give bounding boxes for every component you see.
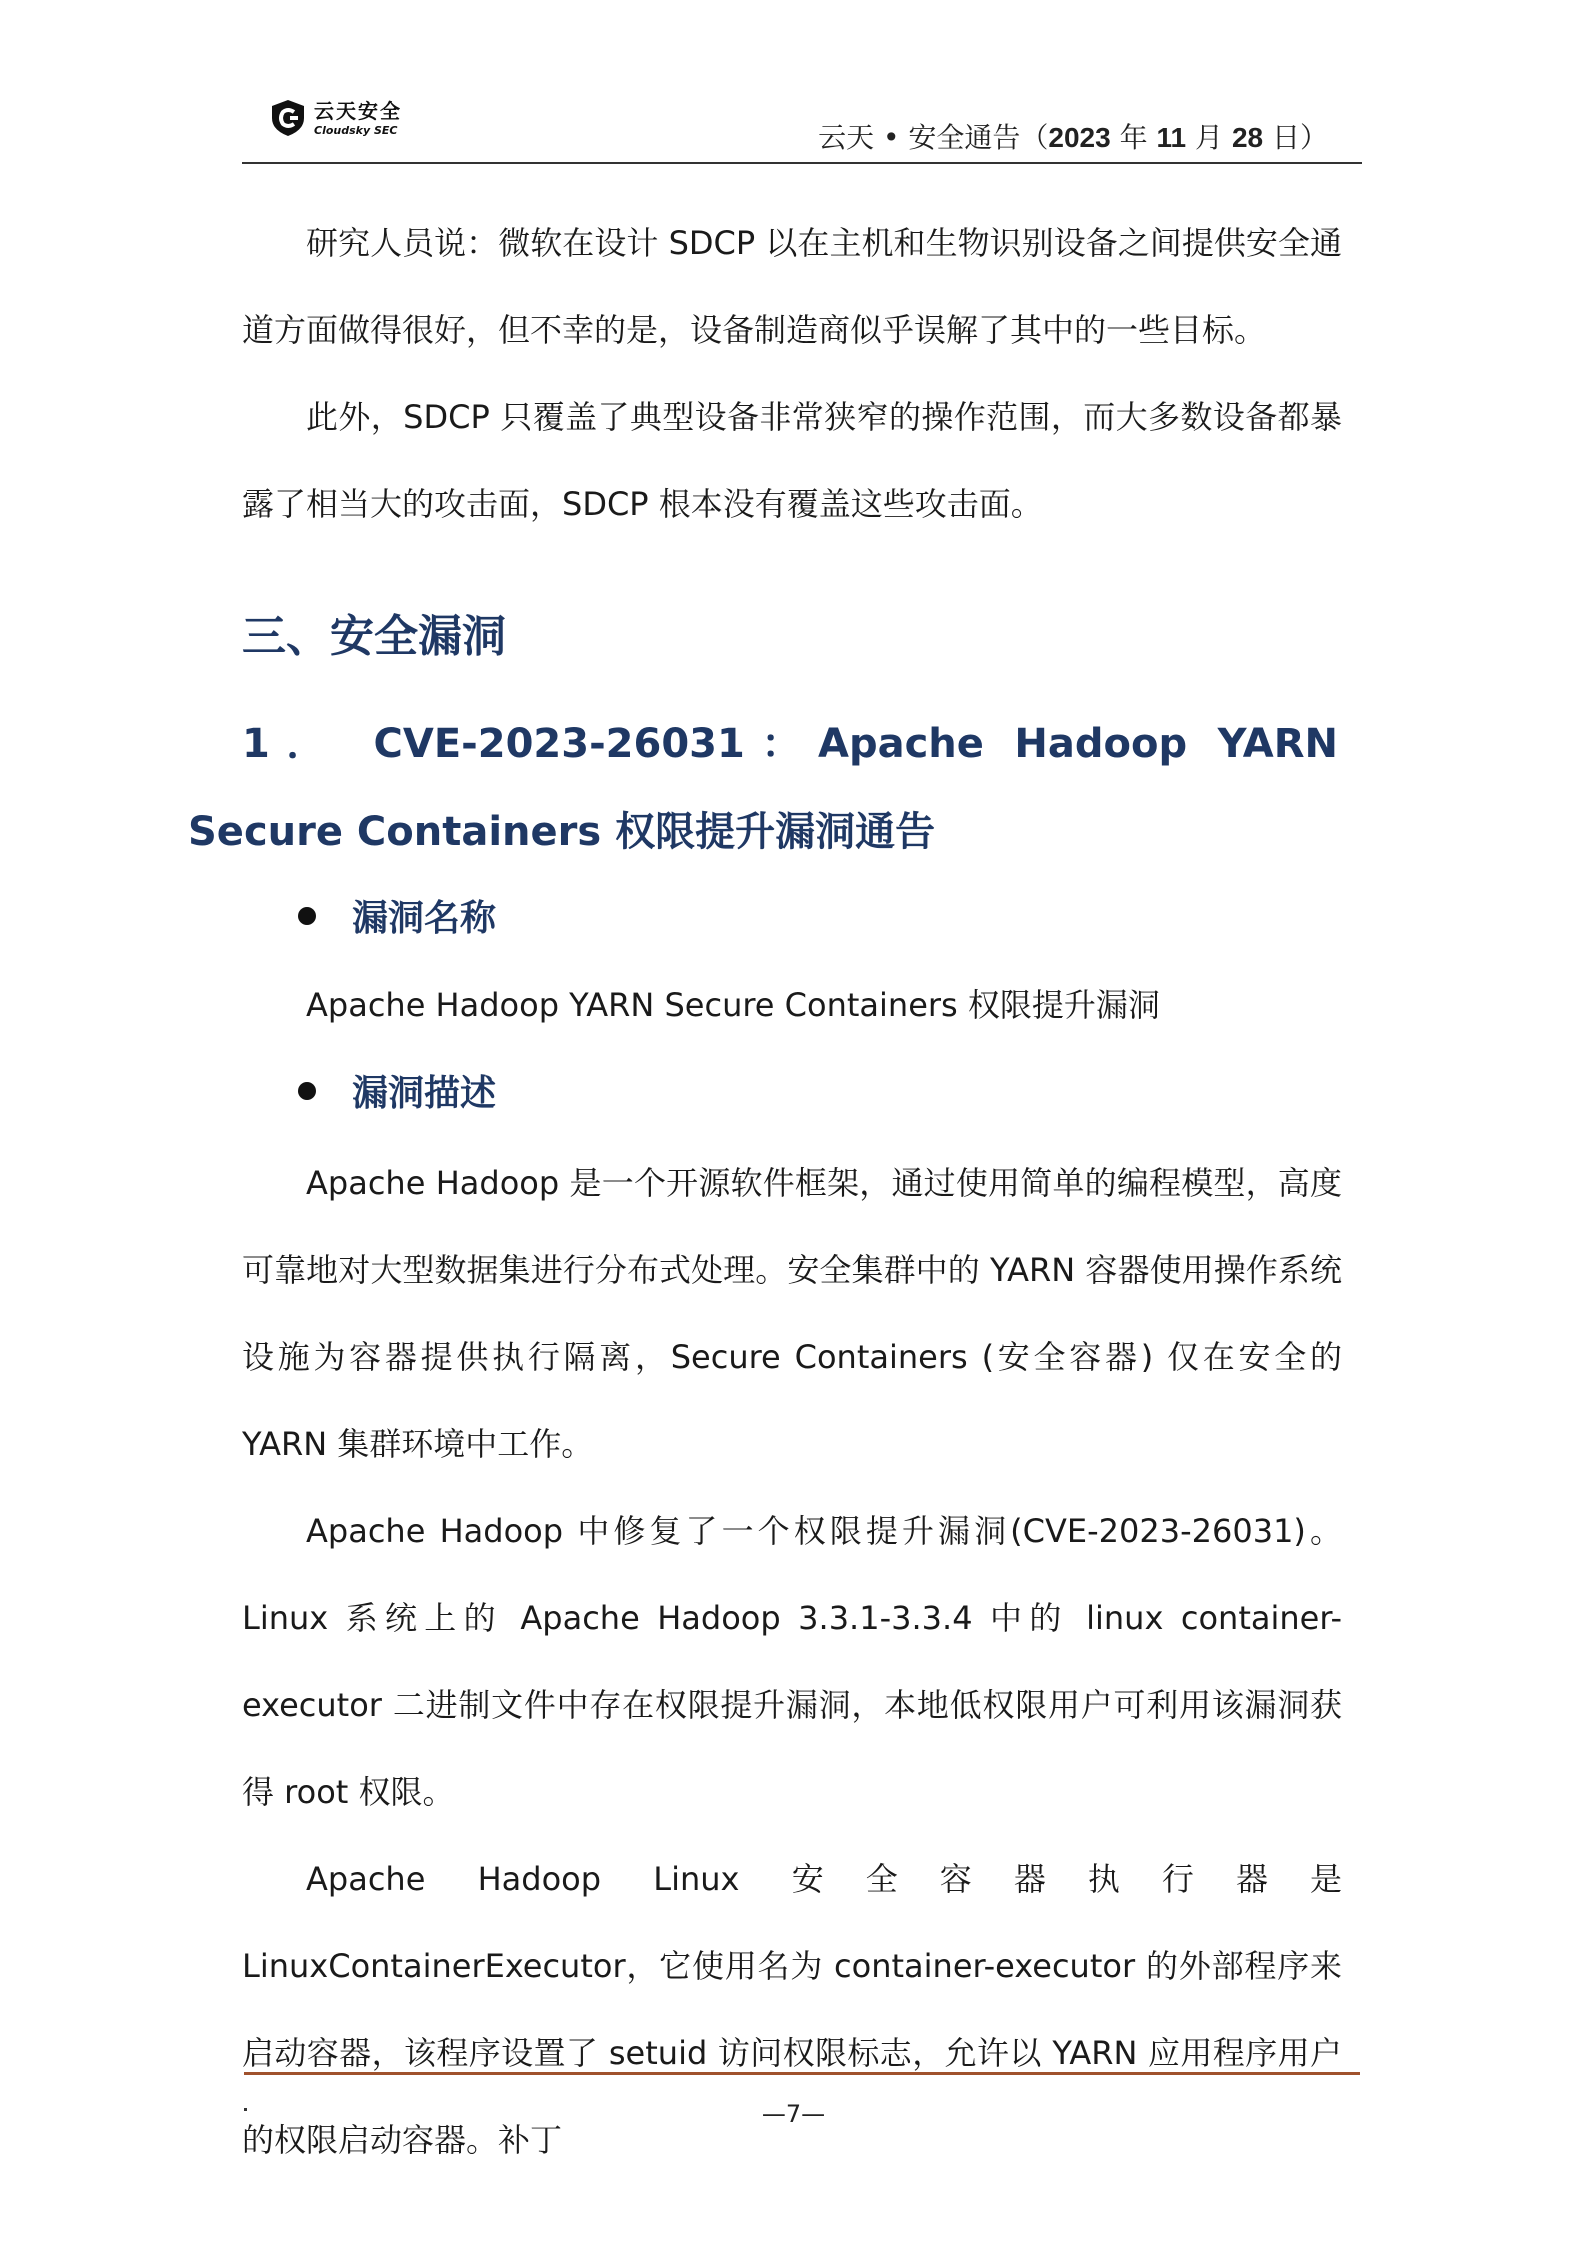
paragraph: Apache Hadoop 是一个开源软件框架，通过使用简单的编程模型，高度可靠地对大型数据集进行分布式处理。安全集群中的 YARN 容器使用操作系统设施为容器提供执行隔离，Secure Containers (安全容器) 仅在安全的 YARN 集群环境中工作。	[242, 1164, 1342, 1463]
bullet-dot-icon	[298, 907, 316, 925]
vulnerability-name: Apache Hadoop YARN Secure Containers 权限提升漏洞	[306, 986, 1160, 1024]
header-title	[818, 116, 1328, 156]
header-year-char: 年	[1110, 121, 1157, 154]
intro-paragraphs	[242, 200, 1342, 548]
paragraph: Apache Hadoop 中修复了一个权限提升漏洞(CVE-2023-26031)。Linux 系统上的 Apache Hadoop 3.3.1-3.3.4 中的 linux container-executor 二进制文件中存在权限提升漏洞，本地低权限用户可利用该漏洞获得 root 权限。	[242, 1512, 1342, 1811]
logo-chinese-text: 云天安全	[314, 98, 402, 123]
vulnerability-title: 1． CVE-2023-26031：Apache Hadoop YARN Secure Containers 权限提升漏洞通告	[188, 721, 1338, 855]
company-logo	[268, 98, 402, 138]
logo-english-text: Cloudsky SEC	[314, 123, 398, 137]
shield-logo-icon	[268, 98, 308, 138]
header-date-month: 11	[1156, 122, 1187, 153]
bullet-vuln-name	[298, 890, 496, 941]
header-date-year: 2023	[1048, 122, 1111, 153]
section-heading: 三、安全漏洞	[242, 611, 506, 662]
paragraph: Apache Hadoop Linux 安全容器执行器是 LinuxContainerExecutor，它使用名为 container-executor 的外部程序来启动容器，该程序设置了 setuid 访问权限标志，允许以 YARN 应用程序用户的权限启动容器。补丁	[242, 1860, 1342, 2159]
header-month-char: 月	[1186, 121, 1232, 154]
description-paragraphs	[242, 1140, 1342, 2184]
paragraph: 此外，SDCP 只覆盖了典型设备非常狭窄的操作范围，而大多数设备都暴露了相当大的攻击面，SDCP 根本没有覆盖这些攻击面。	[242, 398, 1342, 523]
paragraph: 研究人员说：微软在设计 SDCP 以在主机和生物识别设备之间提供安全通道方面做得很好，但不幸的是，设备制造商似乎误解了其中的一些目标。	[242, 224, 1342, 349]
bullet-vuln-desc	[298, 1065, 496, 1116]
bullet-label: 漏洞描述	[352, 1073, 497, 1114]
header-day-char: 日）	[1263, 121, 1328, 154]
bullet-label: 漏洞名称	[352, 898, 497, 939]
bullet-dot-icon	[298, 1082, 316, 1100]
header-title-prefix: 云天 • 安全通告（	[818, 121, 1049, 154]
header-date-day: 28	[1231, 122, 1264, 153]
page-header	[242, 92, 1362, 164]
page-number: —7—	[761, 2100, 826, 2128]
footer-divider	[244, 2072, 1360, 2075]
